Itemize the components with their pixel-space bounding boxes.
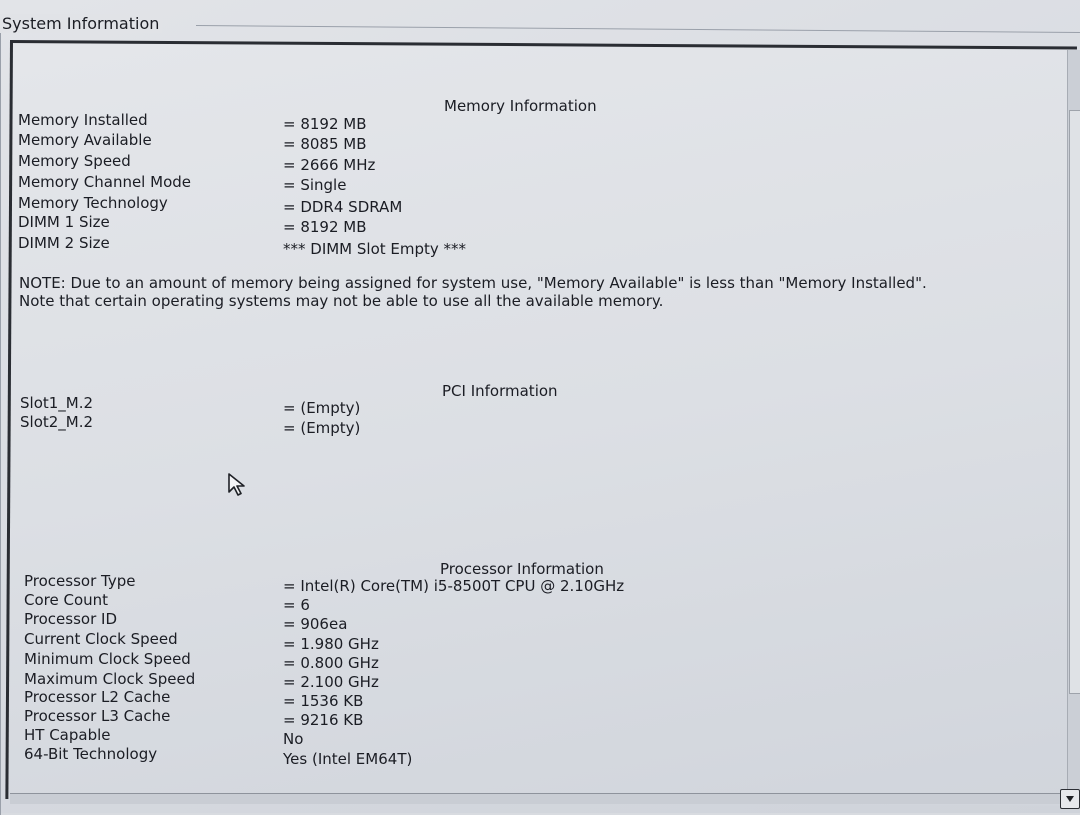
memory-available-label: Memory Available bbox=[18, 131, 152, 149]
panel-bottom-edge bbox=[10, 793, 1074, 804]
current-clock-speed-value: = 1.980 GHz bbox=[283, 635, 379, 653]
group-border-left bbox=[0, 25, 1, 815]
64bit-technology-label: 64-Bit Technology bbox=[24, 745, 158, 763]
core-count-label: Core Count bbox=[24, 591, 109, 609]
current-clock-speed-label: Current Clock Speed bbox=[24, 630, 178, 648]
memory-installed-value: = 8192 MB bbox=[283, 115, 367, 133]
memory-speed-value: = 2666 MHz bbox=[283, 156, 376, 174]
chevron-down-icon bbox=[1065, 795, 1075, 803]
processor-l3-cache-value: = 9216 KB bbox=[283, 711, 364, 729]
core-count-value: = 6 bbox=[283, 596, 310, 614]
slot2-m2-value: = (Empty) bbox=[283, 419, 361, 437]
maximum-clock-speed-label: Maximum Clock Speed bbox=[24, 670, 196, 688]
dimm2-size-value: *** DIMM Slot Empty *** bbox=[283, 240, 467, 258]
minimum-clock-speed-value: = 0.800 GHz bbox=[283, 654, 379, 672]
processor-id-label: Processor ID bbox=[24, 610, 117, 628]
slot2-m2-label: Slot2_M.2 bbox=[20, 413, 94, 431]
minimum-clock-speed-label: Minimum Clock Speed bbox=[24, 650, 191, 668]
dimm1-size-label: DIMM 1 Size bbox=[18, 213, 110, 231]
memory-speed-label: Memory Speed bbox=[18, 152, 131, 170]
64bit-technology-value: Yes (Intel EM64T) bbox=[283, 750, 413, 768]
processor-l2-cache-value: = 1536 KB bbox=[283, 692, 364, 710]
maximum-clock-speed-value: = 2.100 GHz bbox=[283, 673, 379, 691]
slot1-m2-value: = (Empty) bbox=[283, 399, 361, 417]
processor-l2-cache-label: Processor L2 Cache bbox=[24, 688, 171, 706]
memory-note: NOTE: Due to an amount of memory being assigned for system use, "Memory Available" is less than "Memory Installed". Note that certain operating systems may not be able to use all the available memory. bbox=[19, 274, 927, 310]
memory-channel-mode-label: Memory Channel Mode bbox=[18, 173, 191, 191]
dimm2-size-label: DIMM 2 Size bbox=[18, 234, 110, 252]
pci-heading: PCI Information bbox=[442, 382, 558, 400]
group-border-top bbox=[196, 25, 1080, 33]
ht-capable-label: HT Capable bbox=[24, 726, 111, 744]
memory-heading: Memory Information bbox=[444, 97, 597, 115]
mouse-pointer-icon bbox=[226, 472, 250, 496]
memory-available-value: = 8085 MB bbox=[283, 135, 367, 153]
processor-l3-cache-label: Processor L3 Cache bbox=[24, 707, 171, 725]
processor-heading: Processor Information bbox=[440, 560, 604, 578]
processor-type-label: Processor Type bbox=[24, 572, 136, 590]
ht-capable-value: No bbox=[283, 730, 304, 748]
vertical-scrollbar[interactable] bbox=[1067, 50, 1080, 805]
processor-type-value: = Intel(R) Core(TM) i5-8500T CPU @ 2.10GHz bbox=[283, 577, 625, 595]
scrollbar-thumb[interactable] bbox=[1069, 110, 1080, 694]
processor-id-value: = 906ea bbox=[283, 615, 348, 633]
scroll-down-button[interactable] bbox=[1060, 789, 1080, 809]
memory-channel-mode-value: = Single bbox=[283, 176, 347, 194]
memory-technology-value: = DDR4 SDRAM bbox=[283, 198, 403, 216]
memory-installed-label: Memory Installed bbox=[18, 111, 148, 129]
dimm1-size-value: = 8192 MB bbox=[283, 218, 367, 236]
group-title: System Information bbox=[0, 14, 162, 33]
memory-technology-label: Memory Technology bbox=[18, 194, 168, 212]
slot1-m2-label: Slot1_M.2 bbox=[20, 394, 94, 412]
